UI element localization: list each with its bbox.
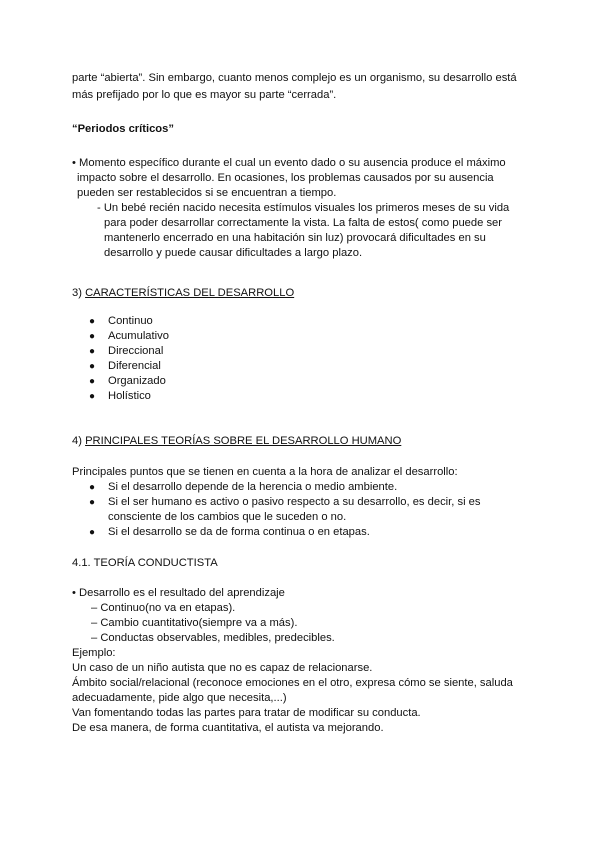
section3-item-5: Organizado: [108, 375, 166, 387]
section4-point-2-cont: consciente de los cambios que le suceden o no.: [108, 511, 347, 523]
section4-bullet-1: ●: [89, 482, 96, 493]
section3-bullet-4: ●: [89, 361, 96, 372]
section3-item-2: Acumulativo: [108, 330, 169, 342]
section4-intro: Principales puntos que se tienen en cuenta a la hora de analizar el desarrollo:: [72, 466, 458, 478]
section4-bullet-3: ●: [89, 527, 96, 538]
section3-number: 3): [72, 287, 86, 299]
section3-bullet-1: ●: [89, 316, 96, 327]
example-line-3: Ámbito social/relacional (reconoce emociones en el otro, expresa cómo se siente, saluda: [72, 677, 513, 689]
criticos-heading: “Periodos críticos”: [72, 123, 174, 135]
section41-dash-2: – Cambio cuantitativo(siempre va a más).: [91, 617, 298, 629]
section3-item-6: Holístico: [108, 390, 151, 402]
section3-item-4: Diferencial: [108, 360, 161, 372]
section3-title: CARACTERÍSTICAS DEL DESARROLLO: [85, 287, 295, 299]
intro-line-1: parte “abierta”. Sin embargo, cuanto menos complejo es un organismo, su desarrollo está: [72, 72, 517, 84]
example-line-4: adecuadamente, pide algo que necesita,...): [72, 692, 287, 704]
section41-dash-1: – Continuo(no va en etapas).: [91, 602, 236, 614]
criticos-bullet-line-1: • Momento específico durante el cual un evento dado o su ausencia produce el máximo: [72, 157, 506, 169]
section3-bullet-3: ●: [89, 346, 96, 357]
section4-title: PRINCIPALES TEORÍAS SOBRE EL DESARROLLO HUMANO: [85, 435, 402, 447]
section3-bullet-6: ●: [89, 391, 96, 402]
section4-point-1: Si el desarrollo depende de la herencia o medio ambiente.: [108, 481, 398, 493]
section41-dash-3: – Conductas observables, medibles, predecibles.: [91, 632, 335, 644]
section4-number: 4): [72, 435, 86, 447]
example-line-6: De esa manera, de forma cuantitativa, el autista va mejorando.: [72, 722, 384, 734]
section3-bullet-5: ●: [89, 376, 96, 387]
criticos-sub-line-3: mantenerlo encerrado en una habitación sin luz) provocará dificultades en su: [104, 232, 486, 244]
section4-heading: [72, 434, 401, 449]
criticos-sub-line-1: - Un bebé recién nacido necesita estímulos visuales los primeros meses de su vida: [97, 202, 510, 214]
section41-heading: 4.1. TEORÍA CONDUCTISTA: [72, 557, 218, 569]
section4-bullet-2: ●: [89, 497, 96, 508]
section3-item-1: Continuo: [108, 315, 153, 327]
criticos-bullet-line-3: pueden ser restablecidos si se encuentran a tiempo.: [77, 187, 337, 199]
example-line-2: Un caso de un niño autista que no es capaz de relacionarse.: [72, 662, 373, 674]
section3-bullet-2: ●: [89, 331, 96, 342]
criticos-sub-line-4: desarrollo y puede causar dificultades a largo plazo.: [104, 247, 363, 259]
section3-item-3: Direccional: [108, 345, 164, 357]
example-line-5: Van fomentando todas las partes para tratar de modificar su conducta.: [72, 707, 421, 719]
intro-line-2: más prefijado por lo que es mayor su parte “cerrada”.: [72, 89, 337, 101]
section4-point-2: Si el ser humano es activo o pasivo respecto a su desarrollo, es decir, si es: [108, 496, 481, 508]
criticos-bullet-line-2: impacto sobre el desarrollo. En ocasiones, los problemas causados por su ausencia: [77, 172, 494, 184]
section41-bullet: • Desarrollo es el resultado del aprendizaje: [72, 587, 285, 599]
section4-point-3: Si el desarrollo se da de forma continua o en etapas.: [108, 526, 370, 538]
example-line-1: Ejemplo:: [72, 647, 116, 659]
section3-heading: [72, 286, 294, 301]
criticos-sub-line-2: para poder desarrollar correctamente la vista. La falta de estos( como puede ser: [104, 217, 502, 229]
